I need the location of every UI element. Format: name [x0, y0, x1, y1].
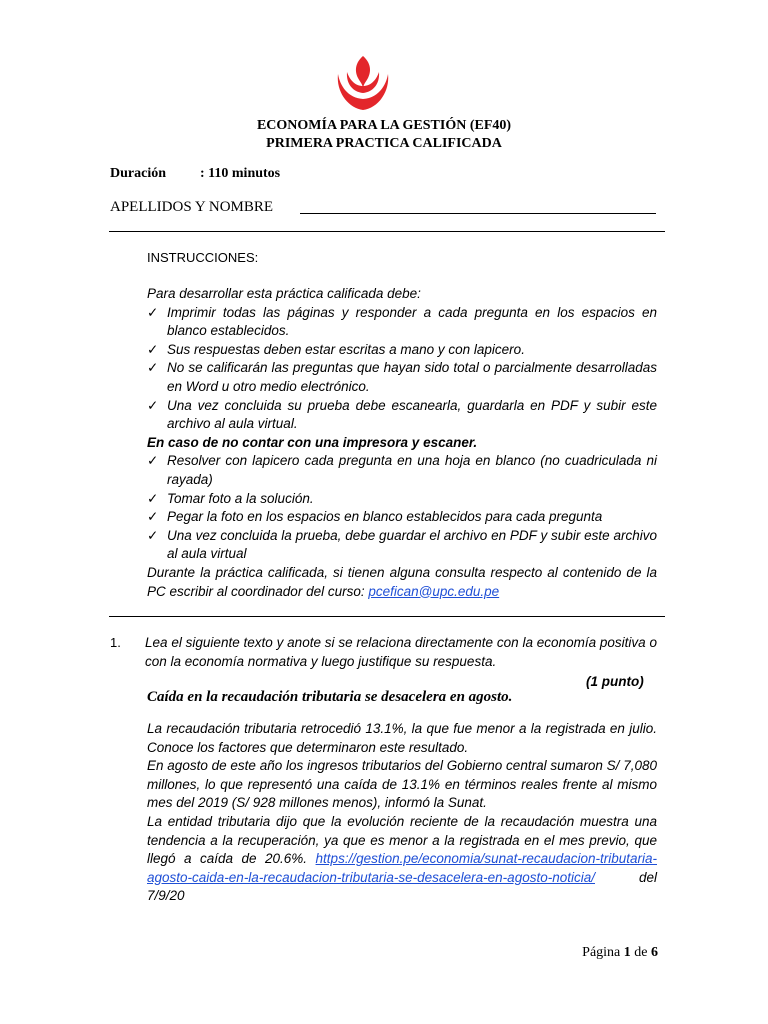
instructions-intro: Para desarrollar esta práctica calificada debe:: [147, 286, 421, 301]
check-icon: ✓: [147, 509, 159, 525]
source-link[interactable]: https://gestion.pe/economia/sunat-recaudacion-tributaria-agosto-caida-en-la-recaudacion-tributaria-se-desacelera-en-agosto-noticia/: [147, 851, 657, 885]
check-icon: ✓: [147, 490, 159, 506]
exam-title: PRIMERA PRACTICA CALIFICADA: [266, 136, 502, 151]
alt-instruction-item: ✓ Una vez concluida la prueba, debe guardar el archivo en PDF y subir este archivo al aula virtual: [147, 527, 657, 562]
news-paragraph: En agosto de este año los ingresos tributarios del Gobierno central sumaron S/ 7,080 millones, lo que representó una caída de 13.1% en términos reales frente al mismo mes del 2019 (S/ 928 millones menos), informó la Sunat.: [147, 758, 657, 811]
check-icon: ✓: [147, 360, 159, 376]
upc-flame-logo-icon: [332, 52, 394, 114]
course-title: ECONOMÍA PARA LA GESTIÓN (EF40): [256, 118, 512, 133]
check-icon: ✓: [147, 341, 159, 357]
check-icon: ✓: [147, 527, 159, 543]
alt-instruction-item: ✓ Resolver con lapicero cada pregunta en una hoja en blanco (no cuadriculada ni rayada): [147, 453, 657, 487]
question-points: (1 punto): [586, 674, 644, 689]
name-answer-line: [300, 213, 656, 214]
page-number: Página 1 de 6: [582, 945, 658, 960]
check-icon: ✓: [147, 304, 159, 320]
name-label: APELLIDOS Y NOMBRE: [110, 199, 274, 215]
instructions-title: INSTRUCCIONES:: [147, 250, 259, 265]
news-paragraph: La recaudación tributaria retrocedió 13.1%, la que fue menor a la registrada en julio. Conoce los factores que determinaron este resultado.: [147, 721, 657, 755]
check-icon: ✓: [147, 453, 159, 469]
instruction-item: ✓ Imprimir todas las páginas y responder a cada pregunta en los espacios en blanco establecidos.: [147, 304, 657, 339]
alt-instructions-heading: En caso de no contar con una impresora y escaner.: [147, 434, 478, 450]
news-headline: Caída en la recaudación tributaria se desacelera en agosto.: [147, 689, 513, 705]
news-paragraph: La entidad tributaria dijo que la evolución reciente de la recaudación muestra una tendencia a la recuperación, ya que es menor a la registrada en el mes previo, que llegó a caída de 20.6%. https://gestion.pe/economia/sunat-recaudacion-tributaria-agosto-caida-en-la-recaudacion-tributaria-se-desacelera-en-agosto-noticia/ del 7/9/20: [147, 813, 657, 904]
duration-label: Duración: [110, 166, 166, 181]
alt-instruction-item: ✓ Pegar la foto en los espacios en blanco establecidos para cada pregunta: [147, 508, 657, 527]
closing-note: Durante la práctica calificada, si tienen alguna consulta respecto al contenido de la PC escribir al coordinador del curso: pcefican@upc.edu.pe: [147, 564, 657, 599]
question-prompt: Lea el siguiente texto y anote si se relaciona directamente con la economía positiva o con la economía normativa y luego justifique su respuesta.: [145, 635, 657, 669]
news-body: [147, 720, 657, 906]
instruction-item: ✓ Una vez concluida su prueba debe escanearla, guardarla en PDF y subir este archivo al aula virtual.: [147, 397, 657, 432]
source-date: del 7/9/20: [147, 869, 657, 904]
check-icon: ✓: [147, 397, 159, 413]
top-divider: [109, 231, 665, 232]
question-number: 1.: [110, 635, 121, 650]
instruction-item: ✓ Sus respuestas deben estar escritas a mano y con lapicero.: [147, 341, 657, 360]
duration-value: : 110 minutos: [200, 166, 281, 181]
instruction-item: ✓ No se calificarán las preguntas que hayan sido total o parcialmente desarrolladas en Word u otro medio electrónico.: [147, 360, 657, 394]
instructions-block: [147, 285, 657, 601]
alt-instruction-item: ✓ Tomar foto a la solución.: [147, 490, 657, 509]
coordinator-email-link[interactable]: pcefican@upc.edu.pe: [368, 583, 500, 599]
instructions-divider: [109, 616, 665, 617]
